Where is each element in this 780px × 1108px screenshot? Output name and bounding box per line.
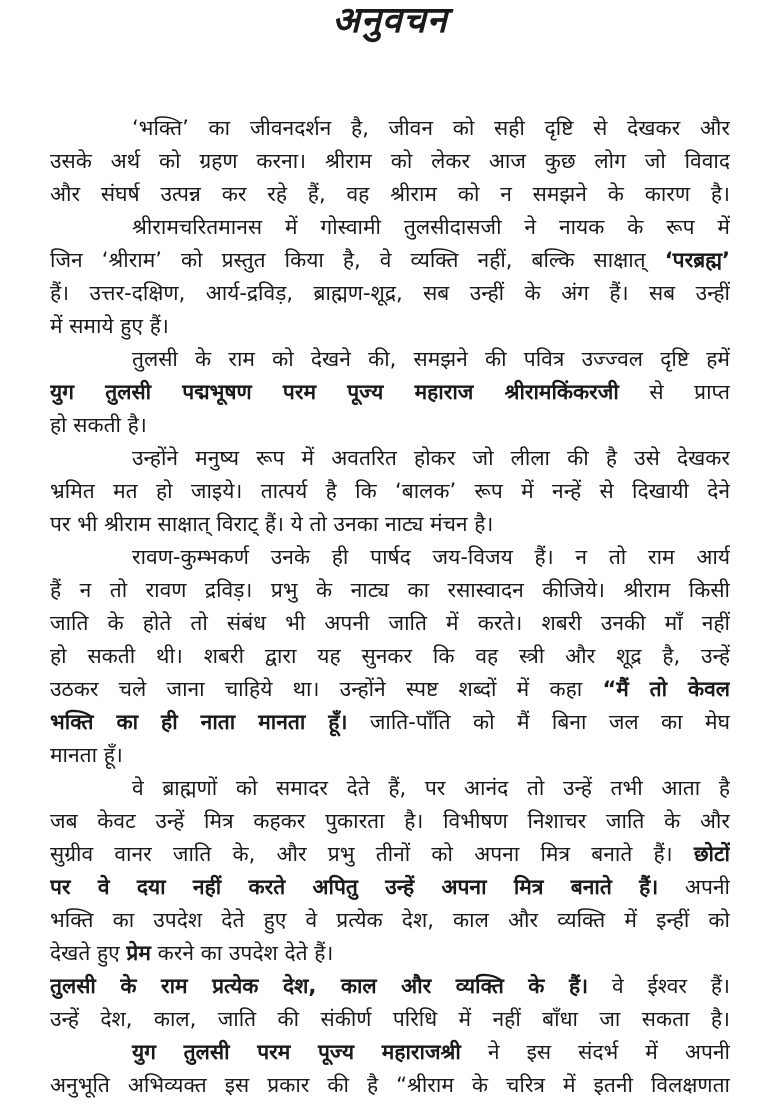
text-line [50,475,730,508]
text-line [50,1069,730,1102]
text-segment: हो सकती थी। शबरी द्वारा यह सुनकर कि वह स्त्री और शूद्र है, उन्हें [50,644,730,668]
text-segment: हो सकती है। [50,413,147,437]
bold-text: “मैं तो केवल [602,677,730,701]
text-line [50,277,730,310]
bold-text: छोटों [693,842,730,866]
text-line [50,772,730,805]
page-title: अनुवचन [332,0,448,41]
text-line [50,442,730,475]
text-segment: ‘भक्ति’ का जीवनदर्शन है, जीवन को सही दृष्टि से देखकर और [132,116,730,140]
text-segment: उठकर चले जाना चाहिये था। उन्होंने स्पष्ट शब्दों में कहा [50,677,603,701]
text-segment: उसके अर्थ को ग्रहण करना। श्रीराम को लेकर आज कुछ लोग जो विवाद [50,149,730,173]
text-line [50,970,730,1003]
text-line [50,739,730,772]
text-line [50,211,730,244]
text-line [50,904,730,937]
text-line [50,1003,730,1036]
text-line [50,607,730,640]
text-segment: हैं। उत्तर-दक्षिण, आर्य-द्रविड़, ब्राह्मण-शूद्र, सब उन्हीं के अंग हैं। सब उन्हीं [50,281,730,305]
bold-text: तुलसी के राम प्रत्येक देश, काल और व्यक्ति के हैं। [50,974,589,998]
bold-text: युग तुलसी पद्मभूषण परम पूज्य महाराज श्रीरामकिंकरजी [50,380,619,404]
bold-text: पर वे दया नहीं करते अपितु उन्हें अपना मित्र बनाते हैं। [50,875,659,899]
text-line [50,409,730,442]
bold-text: ‘परब्रह्म’ [664,248,730,272]
text-segment: में समाये हुए हैं। [50,314,169,338]
text-line [50,838,730,871]
text-segment: से प्राप्त [618,380,730,404]
text-line [50,937,730,970]
text-segment: हैं न तो रावण द्रविड़। प्रभु के नाट्य का रसास्वादन कीजिये। श्रीराम किसी [50,578,730,602]
text-segment: अपनी [658,875,730,899]
text-segment: जाति के होते तो संबंध भी अपनी जाति में करते। शबरी उनकी माँ नहीं [50,611,730,635]
text-segment: जिन ‘श्रीराम’ को प्रस्तुत किया है, वे व्यक्ति नहीं, बल्कि साक्षात् [50,248,665,272]
text-segment: तुलसी के राम को देखने की, समझने की पवित्र उज्ज्वल दृष्टि हमें [132,347,730,371]
text-line [50,145,730,178]
text-line [50,508,730,541]
text-line [50,376,730,409]
text-segment: जब केवट उन्हें मित्र कहकर पुकारता है। विभीषण निशाचर जाति के और [50,809,730,833]
text-line [50,244,730,277]
text-line [50,1036,730,1069]
text-line [50,574,730,607]
text-line [50,178,730,211]
text-segment: करने का उपदेश देते हैं। [150,941,334,965]
text-segment: उन्हें देश, काल, जाति की संकीर्ण परिधि में नहीं बाँधा जा सकता है। [50,1007,730,1031]
text-line [50,343,730,376]
text-segment: जाति-पाँति को मैं बिना जल का मेघ [347,710,730,734]
bold-text: प्रेम [126,941,151,965]
text-segment: ने इस संदर्भ में अपनी [460,1040,730,1064]
text-segment: अनुभूति अभिव्यक्त इस प्रकार की है “श्रीराम के चरित्र में इतनी विलक्षणता [50,1073,730,1097]
text-line [50,640,730,673]
bold-text: युग तुलसी परम पूज्य महाराजश्री [132,1040,461,1064]
text-segment: भक्ति का उपदेश देते हुए वे प्रत्येक देश, काल और व्यक्ति में इन्हीं को [50,908,730,932]
text-line [50,706,730,739]
text-line [50,805,730,838]
text-line [50,673,730,706]
text-line [50,871,730,904]
text-segment: देखते हुए [50,941,127,965]
text-segment: सुग्रीव वानर जाति के, और प्रभु तीनों को अपना मित्र बनाते हैं। [50,842,694,866]
text-segment: उन्होंने मनुष्य रूप में अवतरित होकर जो लीला की है उसे देखकर [132,446,730,470]
text-line [50,112,730,145]
document-body [50,112,730,1102]
text-segment: मानता हूँ। [50,743,123,767]
bold-text: भक्ति का ही नाता मानता हूँ। [50,710,348,734]
text-line [50,310,730,343]
text-segment: रावण-कुम्भकर्ण उनके ही पार्षद जय-विजय हैं। न तो राम आर्य [132,545,730,569]
text-segment: पर भी श्रीराम साक्षात् विराट् हैं। ये तो उनका नाट्य मंचन है। [50,512,494,536]
text-segment: और संघर्ष उत्पन्न कर रहे हैं, वह श्रीराम को न समझने के कारण है। [50,182,730,206]
text-segment: वे ब्राह्मणों को समादर देते हैं, पर आनंद तो उन्हें तभी आता है [132,776,730,800]
text-segment: श्रीरामचरितमानस में गोस्वामी तुलसीदासजी ने नायक के रूप में [132,215,730,239]
text-line [50,541,730,574]
text-segment: वे ईश्वर हैं। [588,974,730,998]
text-segment: भ्रमित मत हो जाइये। तात्पर्य है कि ‘बालक’ रूप में नन्हें से दिखायी देने [50,479,730,503]
